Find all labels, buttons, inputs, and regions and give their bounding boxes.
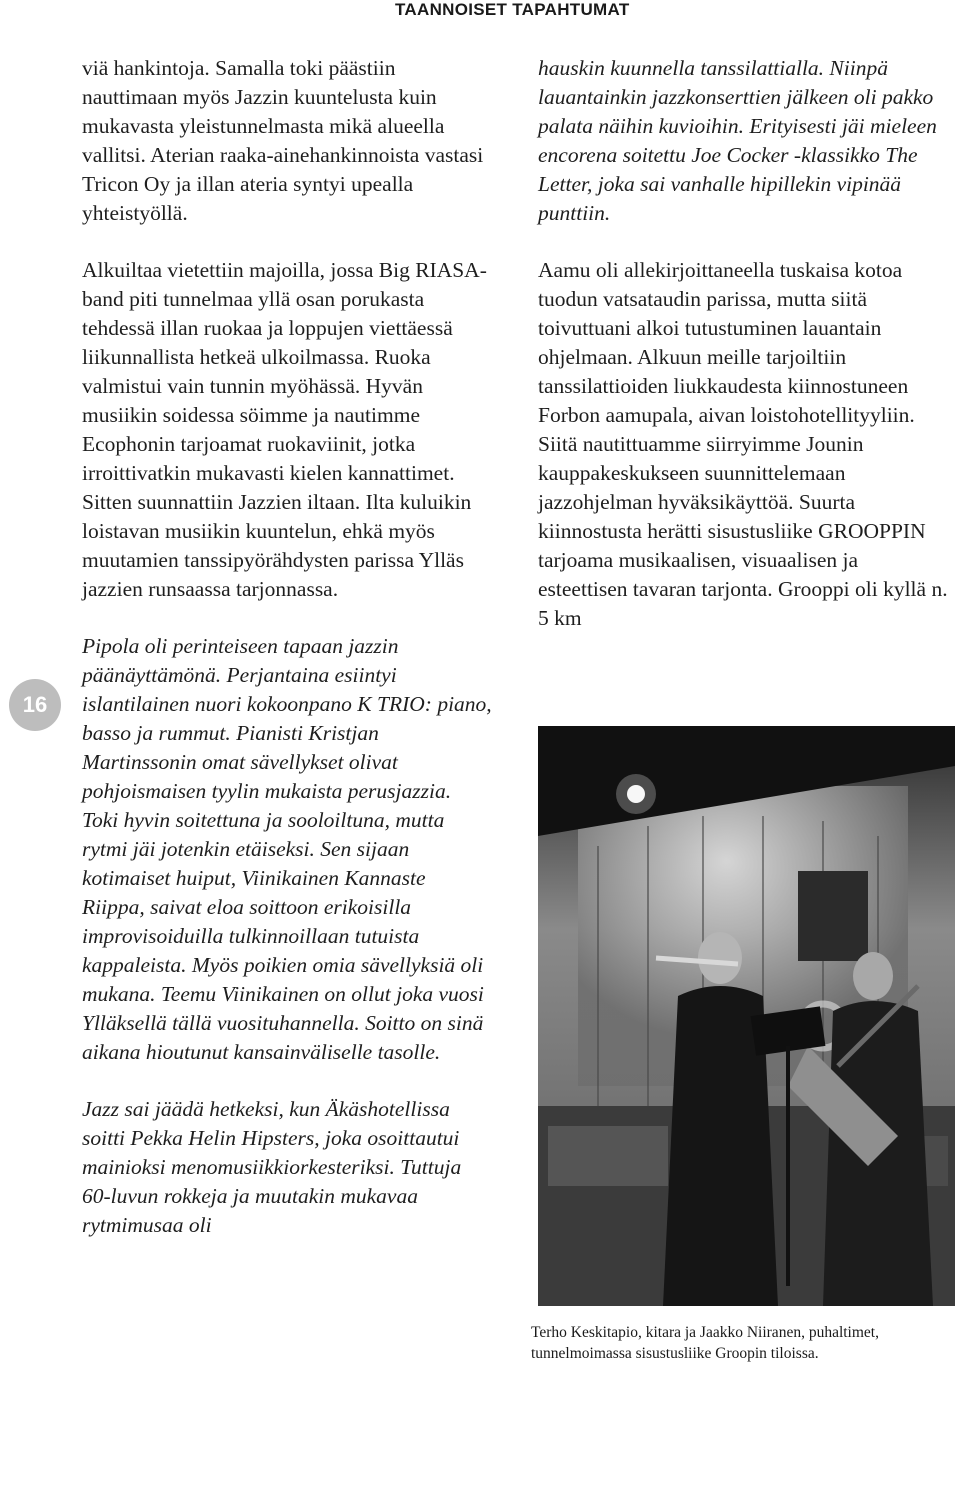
section-header: TAANNOISET TAPAHTUMAT <box>395 0 630 19</box>
right-paragraph-1: hauskin kuunnella tanssilattialla. Niinpä lauantainkin jazzkonserttien jälkeen oli pakko palata näihin kuvioihin. Erityisesti jäi mieleen encorena soitettu Joe Cocker -klassikko The Letter, joka sai vanhalle hipillekin vipinää punttiin. <box>538 56 937 225</box>
left-paragraph-1: viä hankintoja. Samalla toki päästiin nauttimaan myös Jazzin kuuntelusta kuin mukavasta yleistunnelmasta mikä alueella vallitsi. Aterian raaka-ainehankinnoista vastasi Tricon Oy ja illan ateria syntyi upealla yhteistyöllä. <box>82 56 484 225</box>
left-column <box>82 54 492 1240</box>
page-number-badge: 16 <box>9 679 61 731</box>
left-paragraph-2: Alkuiltaa vietettiin majoilla, jossa Big RIASA- band piti tunnelmaa yllä osan porukasta tehdessä illan ruokaa ja loppujen viettäessä liikunnallista hetkeä ulkoilmassa. Ruoka valmistui vain tunnin myöhässä. Hyvän musiikin soidessa söimme ja nautimme Ecophonin tarjoamat ruokaviinit, jotka irroittivatkin mukavasti kielen kannattimet. Sitten suunnattiin Jazzien iltaan. Ilta kuluikin loistavan musiikin kuuntelun, ehkä myös muutamien tanssipyörähdysten parissa Ylläs jazzien runsaassa tarjonnassa. <box>82 258 487 601</box>
band-photo <box>538 726 955 1505</box>
right-paragraph-2: Aamu oli allekirjoittaneella tuskaisa kotoa tuodun vatsataudin parissa, mutta siitä toivuttuani alkoi tutustuminen lauantain ohjelmaan. Alkuun meille tarjoiltiin tanssilattioiden liukkaudesta kiinnostuneen Forbon aamupala, aivan loistohotellityyliin. Siitä nautittuamme siirryimme Jounin kauppakeskukseen suunnittelemaan jazzohjelman hyväksikäyttöä. Suurta kiinnostusta herätti sisustusliike GROOPPIN tarjoama musikaalisen, visuaalisen ja esteettisen tavaran tarjonta. Grooppi oli kyllä n. 5 km <box>538 258 948 630</box>
photo-caption: Terho Keskitapio, kitara ja Jaakko Niiranen, puhaltimet, tunnelmoimassa sisustusliike Groopin tiloissa. <box>531 1324 879 1362</box>
left-paragraph-3: Pipola oli perinteiseen tapaan jazzin päänäyttämönä. Perjantaina esiintyi islantilainen nuori kokoonpano K TRIO: piano, basso ja rummut. Pianisti Kristjan Martinssonin omat sävellykset olivat pohjoismaisen tyylin mukaista perusjazzia. Toki hyvin soitettuna ja sooloiltuna, mutta rytmi jäi jotenkin etäiseksi. Sen sijaan kotimaiset huiput, Viinikainen Kannaste Riippa, saivat eloa soittoon erikoisilla improvisoiduilla tulkinnoillaan tutuista kappaleista. Myös poikien omia sävellyksiä oli mukana. Teemu Viinikainen on ollut joka vuosi Ylläksellä tällä vuosituhannella. Soitto on sinä aikana hioutunut kansainväliselle tasolle. <box>82 634 492 1064</box>
left-paragraph-4: Jazz sai jäädä hetkeksi, kun Äkäshotellissa soitti Pekka Helin Hipsters, joka osoittautui mainioksi menomusiikkiorkesteriksi. Tuttuja 60-luvun rokkeja ja muutakin mukavaa rytmimusaa oli <box>82 1097 462 1237</box>
right-column <box>538 54 950 633</box>
